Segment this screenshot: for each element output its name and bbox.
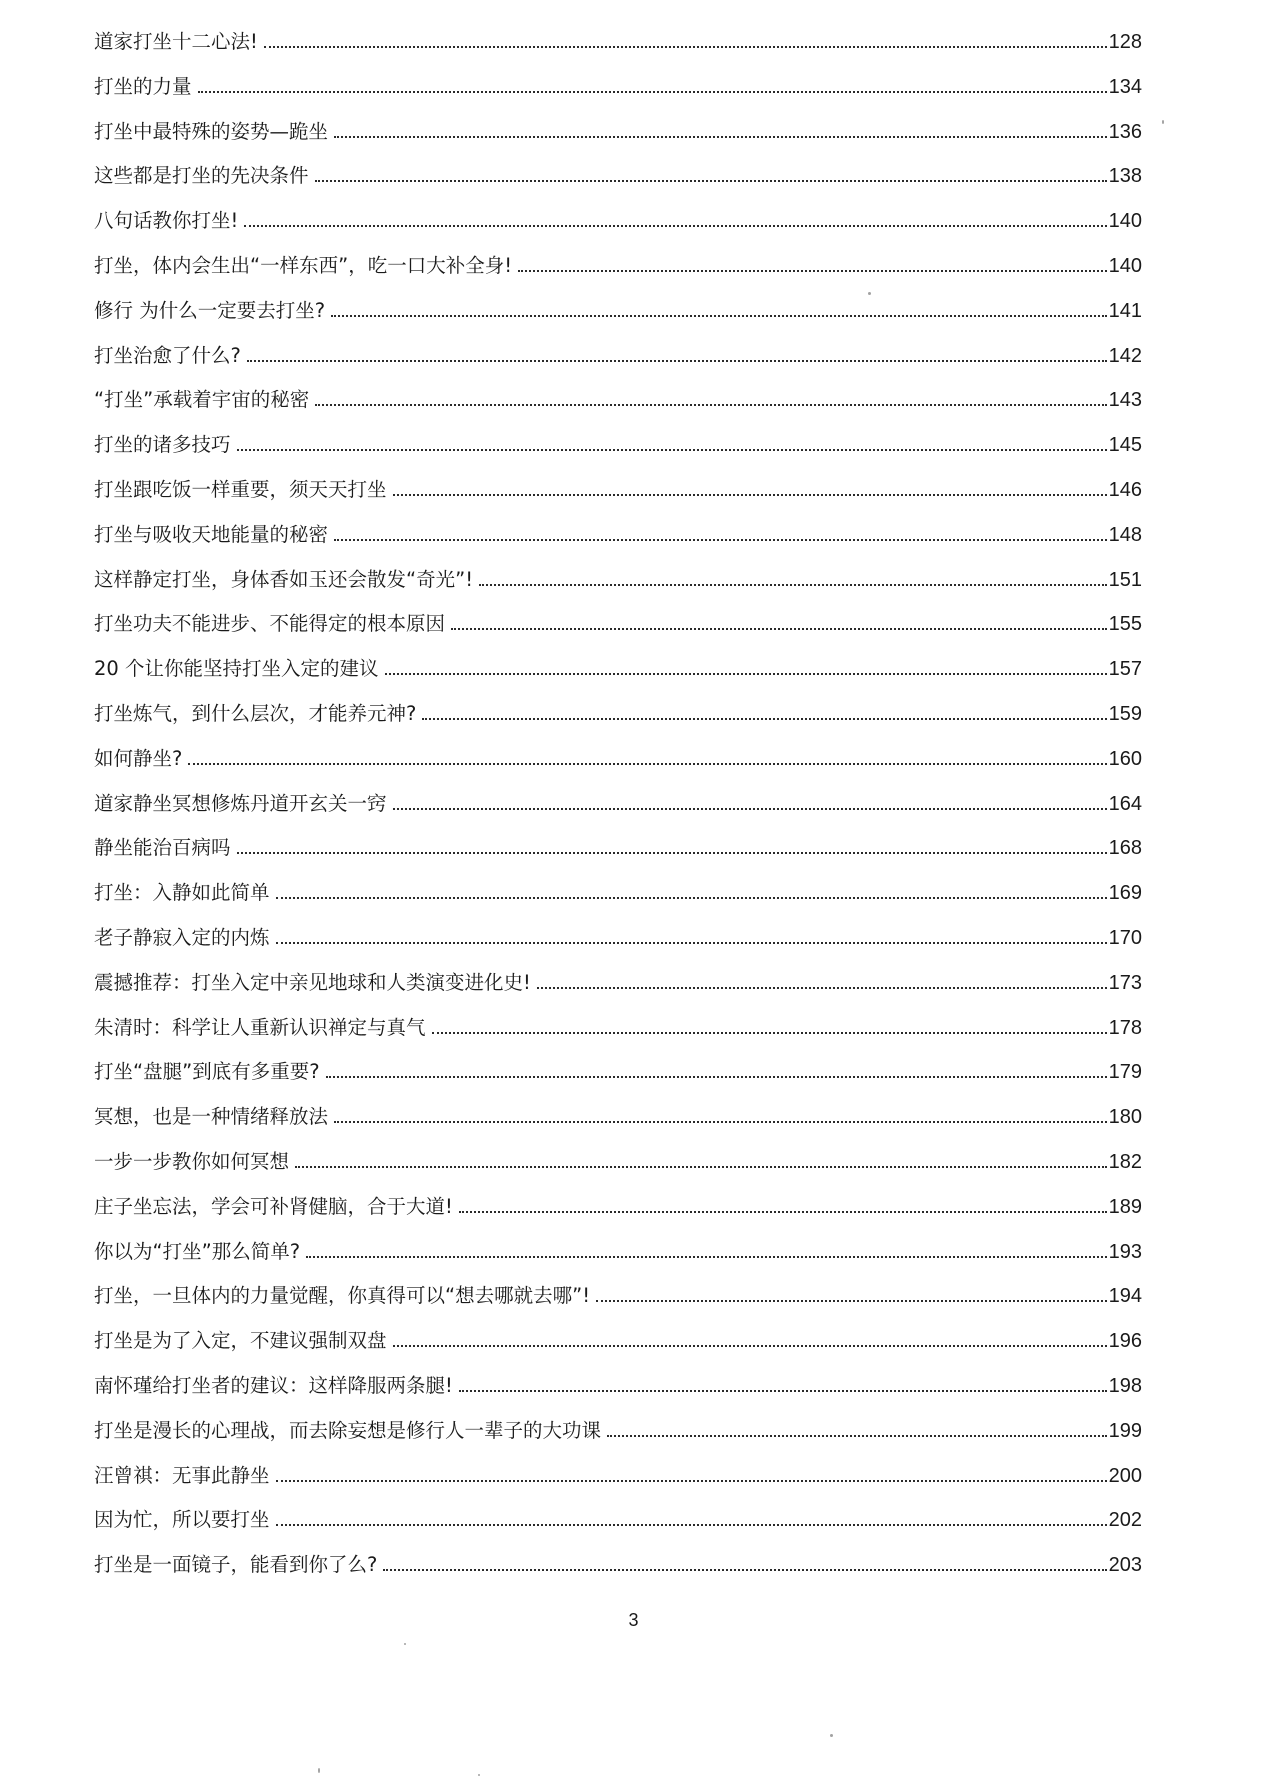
- toc-entry: [94, 558, 1142, 603]
- toc-entry-title: 这些都是打坐的先决条件: [94, 164, 309, 188]
- toc-entry-page: 138: [1108, 165, 1142, 188]
- toc-entry-page: 136: [1108, 120, 1142, 143]
- toc-dot-leader: [596, 1300, 1107, 1302]
- toc-dot-leader: [331, 315, 1107, 317]
- toc-entry-title: 静坐能治百病吗: [94, 836, 231, 860]
- toc-entry-page: 145: [1108, 434, 1142, 457]
- toc-entry-title: 冥想，也是一种情绪释放法: [94, 1105, 329, 1129]
- scan-speck: [404, 1643, 406, 1645]
- toc-entry: [94, 647, 1142, 692]
- toc-entry-title: 因为忙，所以要打坐: [94, 1508, 270, 1532]
- toc-entry-title: 一步一步教你如何冥想: [94, 1149, 290, 1173]
- toc-entry: [94, 1498, 1142, 1543]
- toc-dot-leader: [422, 718, 1106, 720]
- toc-entry-title: 打坐与吸收天地能量的秘密: [94, 522, 329, 546]
- toc-dot-leader: [237, 449, 1107, 451]
- toc-dot-leader: [244, 225, 1106, 227]
- toc-entry: [94, 1274, 1142, 1319]
- toc-dot-leader: [198, 91, 1107, 93]
- toc-dot-leader: [264, 46, 1107, 48]
- toc-entry: [94, 110, 1142, 155]
- toc-dot-leader: [518, 270, 1107, 272]
- toc-entry-page: 169: [1108, 882, 1142, 905]
- toc-entry-page: 178: [1108, 1016, 1142, 1039]
- toc-entry-page: 141: [1108, 299, 1142, 322]
- toc-entry-title: 庄子坐忘法，学会可补肾健脑，合于大道!: [94, 1194, 453, 1218]
- toc-entry: [94, 1050, 1142, 1095]
- toc-entry-page: 196: [1108, 1330, 1142, 1353]
- toc-entry-title: 朱清时：科学让人重新认识禅定与真气: [94, 1015, 426, 1039]
- toc-entry-page: 168: [1108, 837, 1142, 860]
- toc-entry-page: 180: [1108, 1106, 1142, 1129]
- toc-entry: [94, 1409, 1142, 1454]
- scan-speck: [1162, 120, 1164, 124]
- toc-entry-page: 143: [1108, 389, 1142, 412]
- toc-entry: [94, 871, 1142, 916]
- toc-dot-leader: [295, 1166, 1107, 1168]
- toc-entry: [94, 334, 1142, 379]
- toc-entry-page: 170: [1108, 926, 1142, 949]
- toc-entry-title: 打坐治愈了什么?: [94, 343, 241, 367]
- toc-dot-leader: [451, 628, 1107, 630]
- scan-speck: [868, 292, 871, 295]
- toc-entry-page: 193: [1108, 1240, 1142, 1263]
- toc-dot-leader: [393, 494, 1107, 496]
- toc-entry-title: 20 个让你能坚持打坐入定的建议: [94, 657, 379, 681]
- toc-entry-title: 打坐：入静如此简单: [94, 881, 270, 905]
- toc-entry: [94, 513, 1142, 558]
- toc-entry-page: 155: [1108, 613, 1142, 636]
- toc-entry-title: “打坐”承载着宇宙的秘密: [94, 388, 310, 412]
- toc-entry-title: 你以为“打坐”那么简单?: [94, 1239, 301, 1263]
- toc-entry: [94, 692, 1142, 737]
- toc-entry-page: 140: [1108, 210, 1142, 233]
- toc-dot-leader: [315, 180, 1107, 182]
- toc-dot-leader: [276, 897, 1107, 899]
- toc-entry-page: 194: [1108, 1285, 1142, 1308]
- toc-entry: [94, 737, 1142, 782]
- toc-dot-leader: [188, 763, 1106, 765]
- toc-entry-page: 157: [1108, 658, 1142, 681]
- toc-dot-leader: [276, 1524, 1107, 1526]
- toc-entry-title: 打坐“盘腿”到底有多重要?: [94, 1060, 320, 1084]
- toc-dot-leader: [432, 1032, 1107, 1034]
- toc-entry-page: 202: [1108, 1509, 1142, 1532]
- toc-entry-page: 160: [1108, 747, 1142, 770]
- toc-entry: [94, 289, 1142, 334]
- toc-dot-leader: [393, 1345, 1107, 1347]
- toc-dot-leader: [334, 1121, 1107, 1123]
- toc-dot-leader: [306, 1256, 1107, 1258]
- table-of-contents: [94, 20, 1142, 1588]
- toc-entry-page: 173: [1108, 971, 1142, 994]
- toc-entry: [94, 20, 1142, 65]
- toc-entry-title: 打坐的诸多技巧: [94, 433, 231, 457]
- toc-entry-title: 打坐炼气，到什么层次，才能养元神?: [94, 701, 417, 725]
- toc-entry-page: 142: [1108, 344, 1142, 367]
- toc-dot-leader: [326, 1076, 1107, 1078]
- toc-entry-title: 南怀瑾给打坐者的建议：这样降服两条腿!: [94, 1373, 453, 1397]
- toc-entry: [94, 916, 1142, 961]
- toc-dot-leader: [393, 808, 1107, 810]
- scan-speck: [478, 1774, 480, 1776]
- toc-entry: [94, 468, 1142, 513]
- toc-entry-title: 打坐，体内会生出“一样东西”，吃一口大补全身!: [94, 253, 513, 277]
- toc-entry-title: 打坐的力量: [94, 74, 192, 98]
- toc-entry-page: 134: [1108, 75, 1142, 98]
- toc-dot-leader: [537, 987, 1107, 989]
- toc-entry: [94, 1230, 1142, 1275]
- toc-dot-leader: [247, 360, 1107, 362]
- toc-entry-page: 128: [1108, 31, 1142, 53]
- toc-entry-title: 打坐功夫不能进步、不能得定的根本原因: [94, 612, 446, 636]
- toc-entry-title: 打坐中最特殊的姿势—跪坐: [94, 119, 329, 143]
- toc-dot-leader: [385, 673, 1107, 675]
- toc-entry-title: 震撼推荐：打坐入定中亲见地球和人类演变进化史!: [94, 970, 531, 994]
- toc-entry-page: 200: [1108, 1464, 1142, 1487]
- toc-entry-page: 159: [1108, 702, 1142, 725]
- scan-speck: [318, 1768, 320, 1773]
- toc-entry-page: 189: [1108, 1195, 1142, 1218]
- toc-entry-title: 打坐是为了入定，不建议强制双盘: [94, 1329, 387, 1353]
- toc-dot-leader: [334, 136, 1107, 138]
- toc-entry: [94, 154, 1142, 199]
- toc-entry: [94, 1319, 1142, 1364]
- toc-dot-leader: [237, 852, 1107, 854]
- toc-entry-title: 汪曾祺：无事此静坐: [94, 1463, 270, 1487]
- toc-entry: [94, 244, 1142, 289]
- toc-dot-leader: [276, 942, 1107, 944]
- toc-entry-page: 198: [1108, 1374, 1142, 1397]
- toc-entry-page: 164: [1108, 792, 1142, 815]
- toc-entry-page: 148: [1108, 523, 1142, 546]
- toc-entry: [94, 199, 1142, 244]
- toc-entry-page: 199: [1108, 1419, 1142, 1442]
- page-number: 3: [628, 1610, 639, 1630]
- toc-entry: [94, 1185, 1142, 1230]
- toc-dot-leader: [315, 404, 1106, 406]
- toc-dot-leader: [334, 539, 1107, 541]
- toc-entry-title: 如何静坐?: [94, 746, 183, 770]
- toc-entry: [94, 423, 1142, 468]
- toc-entry: [94, 1543, 1142, 1588]
- toc-entry: [94, 378, 1142, 423]
- toc-entry: [94, 961, 1142, 1006]
- toc-entry-page: 146: [1108, 478, 1142, 501]
- toc-dot-leader: [276, 1480, 1107, 1482]
- toc-entry: [94, 1006, 1142, 1051]
- toc-dot-leader: [383, 1569, 1106, 1571]
- toc-dot-leader: [607, 1435, 1107, 1437]
- toc-entry-title: 八句话教你打坐!: [94, 209, 239, 233]
- toc-dot-leader: [459, 1211, 1107, 1213]
- toc-dot-leader: [479, 584, 1107, 586]
- toc-entry: [94, 1364, 1142, 1409]
- toc-entry: [94, 826, 1142, 871]
- toc-entry-title: 打坐是一面镜子，能看到你了么?: [94, 1553, 378, 1577]
- toc-entry: [94, 602, 1142, 647]
- toc-entry-title: 打坐，一旦体内的力量觉醒，你真得可以“想去哪就去哪”!: [94, 1284, 591, 1308]
- toc-entry: [94, 1140, 1142, 1185]
- toc-entry-title: 打坐是漫长的心理战，而去除妄想是修行人一辈子的大功课: [94, 1418, 602, 1442]
- toc-entry: [94, 65, 1142, 110]
- toc-entry: [94, 1454, 1142, 1499]
- toc-entry-title: 这样静定打坐，身体香如玉还会散发“奇光”!: [94, 567, 474, 591]
- toc-entry-title: 道家打坐十二心法!: [94, 30, 258, 53]
- toc-entry: [94, 782, 1142, 827]
- toc-entry-page: 179: [1108, 1061, 1142, 1084]
- toc-entry-title: 道家静坐冥想修炼丹道开玄关一窍: [94, 791, 387, 815]
- toc-dot-leader: [459, 1390, 1107, 1392]
- toc-entry: [94, 1095, 1142, 1140]
- toc-entry-page: 151: [1108, 568, 1142, 591]
- toc-entry-title: 修行 为什么一定要去打坐?: [94, 298, 326, 322]
- toc-entry-page: 203: [1108, 1554, 1142, 1577]
- toc-entry-page: 140: [1108, 254, 1142, 277]
- scan-speck: [830, 1734, 833, 1737]
- toc-entry-title: 打坐跟吃饭一样重要，须天天打坐: [94, 477, 387, 501]
- toc-entry-page: 182: [1108, 1150, 1142, 1173]
- toc-entry-title: 老子静寂入定的内炼: [94, 925, 270, 949]
